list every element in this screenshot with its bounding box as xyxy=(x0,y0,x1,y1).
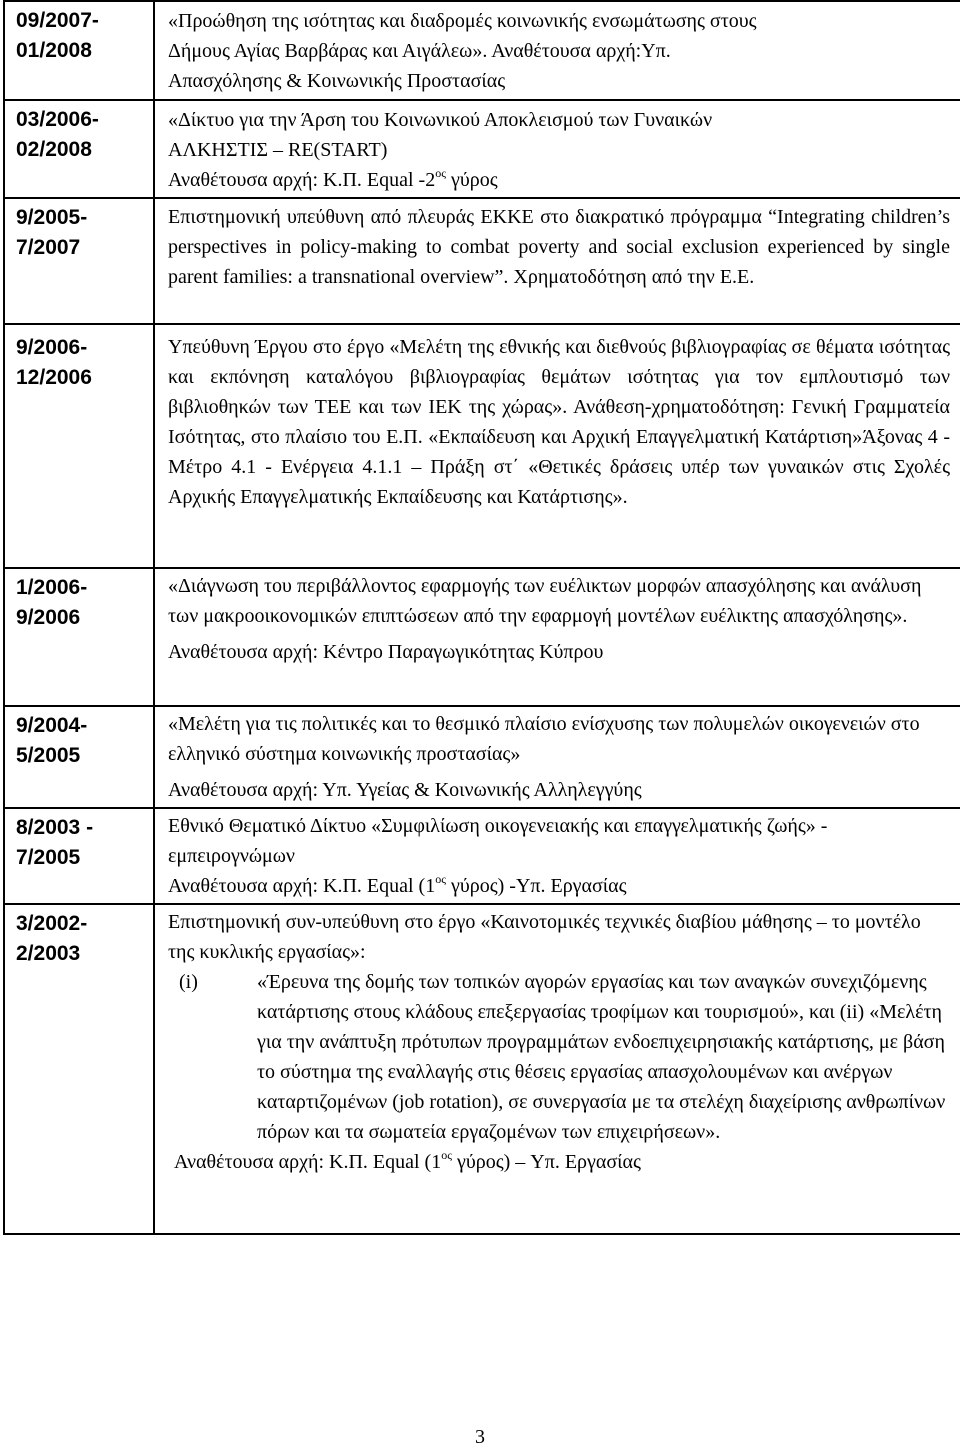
date-cell xyxy=(4,100,154,198)
date-cell xyxy=(4,324,154,568)
table-row xyxy=(4,198,960,324)
date-range: 09/2007- 01/2008 xyxy=(16,9,99,62)
description-cell xyxy=(154,808,960,904)
date-range: 3/2002- 2/2003 xyxy=(16,912,88,965)
date-range: 03/2006- 02/2008 xyxy=(16,108,99,161)
table-row xyxy=(4,324,960,568)
date-range: 9/2006- 12/2006 xyxy=(16,336,92,389)
table-row xyxy=(4,706,960,808)
description-text: Επιστημονική υπεύθυνη από πλευράς ΕΚΚΕ στο διακρατικό πρόγραμμα “Integrating children’s perspectives in policy-making to combat poverty and social exclusion experienced by single parent families: a transnational overview”. Χρηματοδότηση από την Ε.Ε. xyxy=(168,206,950,288)
description-line: Απασχόλησης & Κοινωνικής Προστασίας xyxy=(168,70,506,92)
description-text: «Μελέτη για τις πολιτικές και το θεσμικό πλαίσιο ενίσχυσης των πολυμελών οικογενειών στο ελληνικό σύστημα κοινωνικής προστασίας» xyxy=(168,713,920,765)
date-cell xyxy=(4,808,154,904)
description-cell xyxy=(154,568,960,706)
date-cell xyxy=(4,706,154,808)
page-number: 3 xyxy=(475,1426,485,1448)
description-text: Επιστημονική συν-υπεύθυνη στο έργο «Καινοτομικές τεχνικές διαβίου μάθησης – το μοντέλο της κυκλικής εργασίας»: xyxy=(168,911,921,963)
contracting-authority: Αναθέτουσα αρχή: Υπ. Υγείας & Κοινωνικής Αλληλεγγύης xyxy=(168,779,642,801)
contracting-authority: Αναθέτουσα αρχή: Κέντρο Παραγωγικότητας Κύπρου xyxy=(168,641,604,663)
description-text: Εθνικό Θεματικό Δίκτυο «Συμφιλίωση οικογενειακής και επαγγελματικής ζωής» - εμπειρογνώμων xyxy=(168,815,828,867)
list-item-text: «Έρευνα της δομής των τοπικών αγορών εργασίας και των αναγκών συνεχιζόμενης κατάρτισης στους κλάδους επεξεργασίας τροφίμων και τουρισμού», και (ii) «Μελέτη για την ανάπτυξη πρότυπων προγραμμάτων ενδοεπιχειρησιακής κατάρτισης, με βάση το σύστημα της εναλλαγής στις θέσεις εργασίας απασχολουμένων και ανέργων καταρτιζομένων (job rotation), σε συνεργασία με τα στελέχη διαχείρισης ανθρωπίνων πόρων και τα σωματεία εργαζομένων των επιχειρήσεων». xyxy=(257,971,946,1143)
list-item-label: (i) xyxy=(179,971,198,993)
date-cell xyxy=(4,568,154,706)
date-range: 9/2005- 7/2007 xyxy=(16,206,88,259)
list-item xyxy=(179,967,950,1147)
project-subtitle: ΑΛΚΗΣΤΙΣ – RE(START) xyxy=(168,139,388,161)
description-cell xyxy=(154,198,960,324)
table-row xyxy=(4,904,960,1234)
description-line: Δήμους Αγίας Βαρβάρας και Αιγάλεω». Αναθέτουσα αρχή:Υπ. xyxy=(168,40,671,62)
description-line: «Προώθηση της ισότητας και διαδρομές κοινωνικής ενσωμάτωσης στους xyxy=(168,10,757,32)
date-range: 8/2003 - 7/2005 xyxy=(16,816,94,869)
contracting-authority: Αναθέτουσα αρχή: Κ.Π. Equal ($1^{o\varsigma}$ γύρος) -Υπ. Εργασίας xyxy=(168,872,627,897)
table-row xyxy=(4,100,960,198)
project-title: «Δίκτυο για την Άρση του Κοινωνικού Αποκλεισμού των Γυναικών xyxy=(168,109,713,131)
description-text: Υπεύθυνη Έργου στο έργο «Μελέτη της εθνικής και διεθνούς βιβλιογραφίας σε θέματα ισότητας και εκπόνηση καταλόγου βιβλιογραφίας θεμάτων ισότητας για τον εμπλουτισμό των βιβλιοθηκών των ΤΕΕ και των ΙΕΚ της χώρας». Ανάθεση-χρηματοδότηση: Γενική Γραμματεία Ισότητας, στο πλαίσιο του Ε.Π. «Εκπαίδευση και Αρχική Επαγγελματική Κατάρτιση»Άξονας 4 - Μέτρο 4.1 - Ενέργεια 4.1.1 – Πράξη στ΄ «Θετικές δράσεις υπέρ των γυναικών στις Σχολές Αρχικής Επαγγελματικής Εκπαίδευσης και Κατάρτισης». xyxy=(168,336,950,508)
description-cell xyxy=(154,324,960,568)
date-range: 9/2004- 5/2005 xyxy=(16,714,88,767)
table-row xyxy=(4,808,960,904)
date-cell xyxy=(4,198,154,324)
description-cell xyxy=(154,1,960,100)
cv-projects-table xyxy=(3,0,960,1235)
description-cell xyxy=(154,706,960,808)
table-row xyxy=(4,568,960,706)
contracting-authority: Αναθέτουσα αρχή: Κ.Π. Equal $-2^{o\varsigma}$ γύρος xyxy=(168,166,498,191)
description-text: «Διάγνωση του περιβάλλοντος εφαρμογής των ευέλικτων μορφών απασχόλησης και ανάλυση των μακροοικονομικών επιπτώσεων από την εφαρμογή μοντέλων ευέλικτης απασχόλησης». xyxy=(168,575,922,627)
date-cell xyxy=(4,1,154,100)
contracting-authority: Αναθέτουσα αρχή: Κ.Π. Equal ($1^{o\varsigma}$ γύρος) – Υπ. Εργασίας xyxy=(174,1148,641,1173)
table-row xyxy=(4,1,960,100)
date-cell xyxy=(4,904,154,1234)
description-cell xyxy=(154,904,960,1234)
description-cell xyxy=(154,100,960,198)
date-range: 1/2006- 9/2006 xyxy=(16,576,88,629)
